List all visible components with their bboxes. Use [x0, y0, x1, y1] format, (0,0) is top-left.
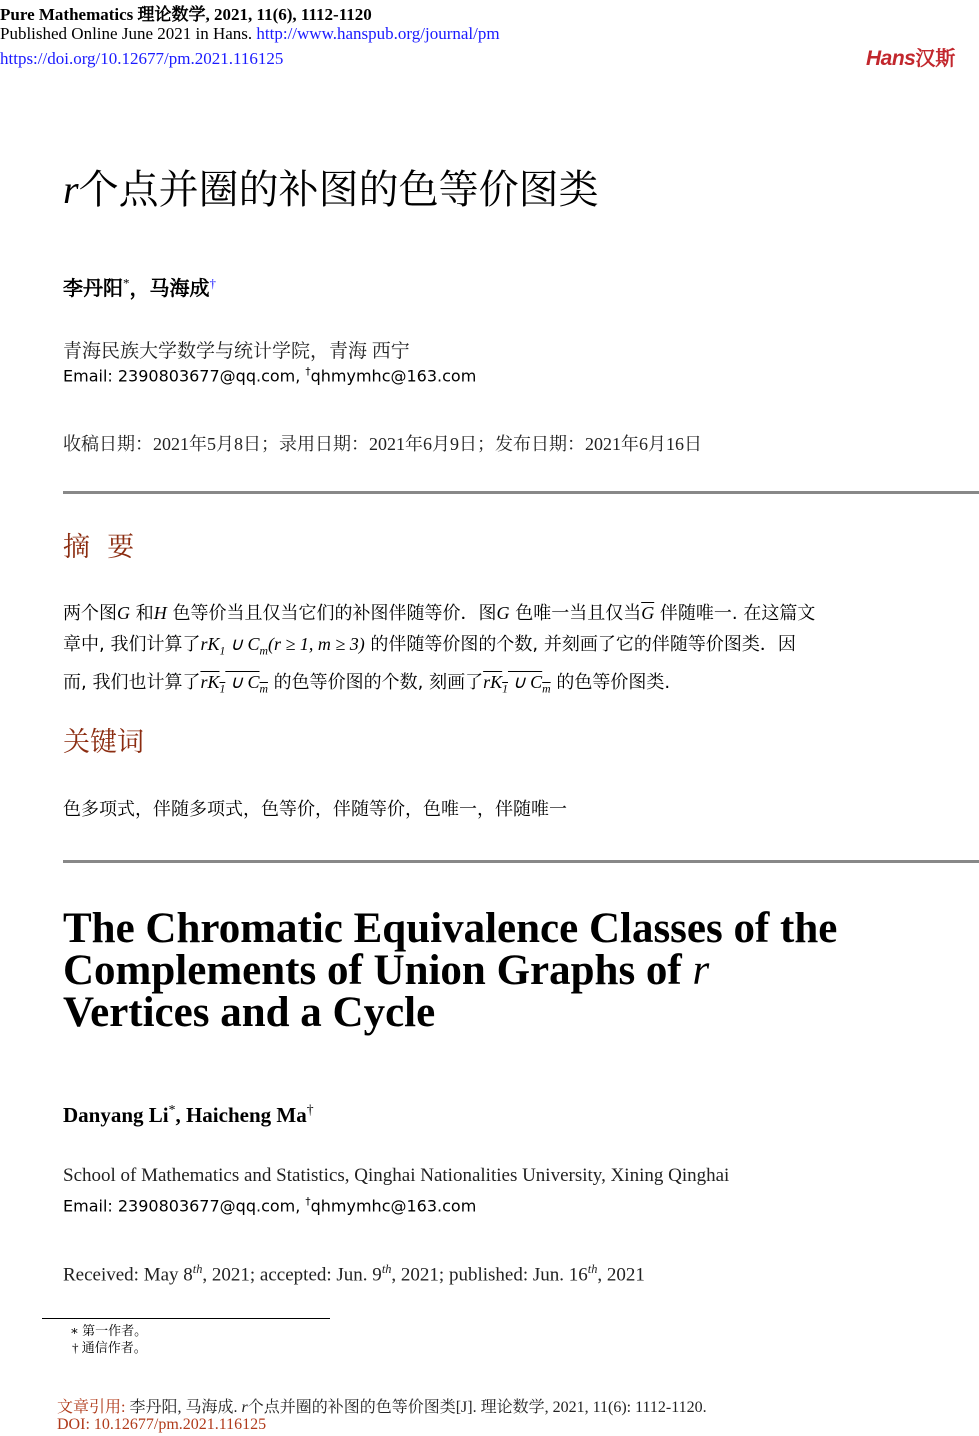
abs-text: 色等价当且仅当它们的补图伴随等价．图: [166, 603, 497, 624]
abs-var-h: H: [153, 603, 167, 623]
doi-link[interactable]: https://doi.org/10.12677/pm.2021.116125: [0, 49, 284, 68]
en-email-prefix: Email: 2390803677@qq.com,: [63, 1196, 306, 1216]
footnote-2-mark: †: [72, 1340, 79, 1355]
cn-email-mark: †: [305, 366, 311, 378]
cn-email: [63, 366, 476, 385]
abs-text: 而, 我们也计算了: [63, 671, 201, 693]
keywords: 色多项式，伴随多项式，色等价，伴随等价，色唯一，伴随唯一: [63, 799, 567, 820]
footnote-rule: [42, 1318, 330, 1319]
en-title-var: r: [692, 947, 710, 994]
abs-text: 的色等价图类.: [550, 671, 671, 693]
logo-latin: Hans: [866, 47, 916, 70]
abs-var-g-complement: $\overline{G}$: [641, 603, 655, 623]
ordinal-suffix: th: [381, 1262, 392, 1276]
journal-link[interactable]: http://www.hanspub.org/journal/pm: [256, 24, 500, 43]
cn-author-1: 李丹阳: [63, 278, 123, 300]
citation-doi[interactable]: DOI: 10.12677/pm.2021.116125: [57, 1416, 267, 1433]
cn-author-sep: ，: [129, 278, 150, 300]
keywords-heading: 关键词: [63, 727, 144, 758]
en-email-suffix: qhmymhc@163.com: [310, 1196, 477, 1216]
en-affiliation: School of Mathematics and Statistics, Qinghai Nationalities University, Xining Qinghai: [63, 1165, 730, 1186]
en-title-line-1: The Chromatic Equivalence Classes of the: [63, 905, 838, 952]
en-author-2: , Haicheng Ma: [175, 1103, 307, 1127]
footnote-1-mark: ∗: [70, 1323, 79, 1338]
cn-author-2-mark: †: [209, 275, 216, 291]
received-date: Received: May 8: [63, 1264, 193, 1286]
citation: [57, 1394, 707, 1417]
abs-expr: $rK_1$ ∪ $C_m(r \ge 1$, m ≥ 3): [200, 634, 365, 658]
logo-cjk: 汉斯: [915, 46, 956, 70]
divider-top: [63, 491, 979, 494]
en-author-1-mark: *: [168, 1102, 176, 1117]
published-date: , 2021; published: Jun. 16: [391, 1264, 588, 1286]
accepted-date: , 2021; accepted: Jun. 9: [202, 1264, 382, 1286]
cn-email-suffix: qhmymhc@163.com: [310, 366, 477, 386]
published-text: Published Online June 2021 in Hans.: [0, 24, 253, 43]
cn-email-prefix: Email: 2390803677@qq.com,: [63, 366, 306, 386]
abs-text: 和: [130, 603, 154, 624]
footnote-1-text: 第一作者。: [82, 1323, 148, 1338]
cn-title-var: r: [63, 167, 79, 212]
en-author-2-mark: †: [306, 1102, 314, 1117]
en-email-mark: †: [305, 1196, 311, 1208]
en-author-1: Danyang Li: [63, 1103, 169, 1127]
journal-line: Pure Mathematics 理论数学, 2021, 11(6), 1112-1120: [0, 5, 372, 24]
hans-logo: [866, 42, 955, 71]
cn-affiliation: 青海民族大学数学与统计学院，青海 西宁: [63, 341, 410, 362]
en-dates: [63, 1262, 645, 1286]
abstract-body: [63, 598, 968, 704]
abstract-line-3: [63, 667, 968, 705]
abs-text: 章中, 我们计算了: [63, 634, 201, 655]
abstract-line-1: [63, 598, 968, 629]
divider-bottom: [63, 860, 979, 863]
cn-dates: 收稿日期：2021年5月8日；录用日期：2021年6月9日；发布日期：2021年6月16日: [63, 434, 702, 454]
en-title: [63, 905, 838, 1036]
footnote-2-text: 通信作者。: [81, 1340, 147, 1355]
abstract-heading: 摘 要: [63, 532, 135, 563]
en-title-line-3: Vertices and a Cycle: [63, 989, 436, 1036]
citation-text: 李丹阳, 马海成. r个点并圈的补图的色等价图类[J]. 理论数学, 2021, 11(6): 1112-1120.: [125, 1399, 707, 1416]
cn-authors: [63, 272, 216, 301]
cn-author-2: 马海成: [149, 278, 210, 300]
abs-expr-complement: $rK_1$ ∪ $C_m$: [200, 671, 268, 696]
year: , 2021: [597, 1264, 645, 1286]
published-line: [0, 24, 500, 44]
abstract-line-2: [63, 629, 968, 667]
en-email: [63, 1196, 476, 1215]
abs-text: 色唯一当且仅当: [509, 603, 642, 624]
citation-label: 文章引用:: [57, 1399, 126, 1416]
cn-title: [63, 158, 599, 215]
footnote-2: [72, 1337, 147, 1356]
cn-author-1-mark: *: [123, 275, 130, 291]
abs-var-g: G: [117, 603, 130, 623]
abs-expr-complement: $rK_1$ ∪ $C_m$: [483, 671, 551, 696]
en-authors: [63, 1102, 314, 1128]
cn-title-text: 个点并圈的补图的色等价图类: [78, 167, 599, 213]
abs-var-g: G: [496, 603, 510, 623]
abs-text: 两个图: [63, 603, 117, 624]
en-title-line-2: Complements of Union Graphs of r: [63, 947, 710, 994]
abs-text: 伴随唯一. 在这篇文: [654, 603, 816, 624]
ordinal-suffix: th: [587, 1262, 598, 1276]
ordinal-suffix: th: [192, 1262, 203, 1276]
abs-text: 的色等价图的个数, 刻画了: [267, 671, 484, 693]
abs-text: 的伴随等价图的个数, 并刻画了它的伴随等价图类．因: [364, 634, 796, 655]
